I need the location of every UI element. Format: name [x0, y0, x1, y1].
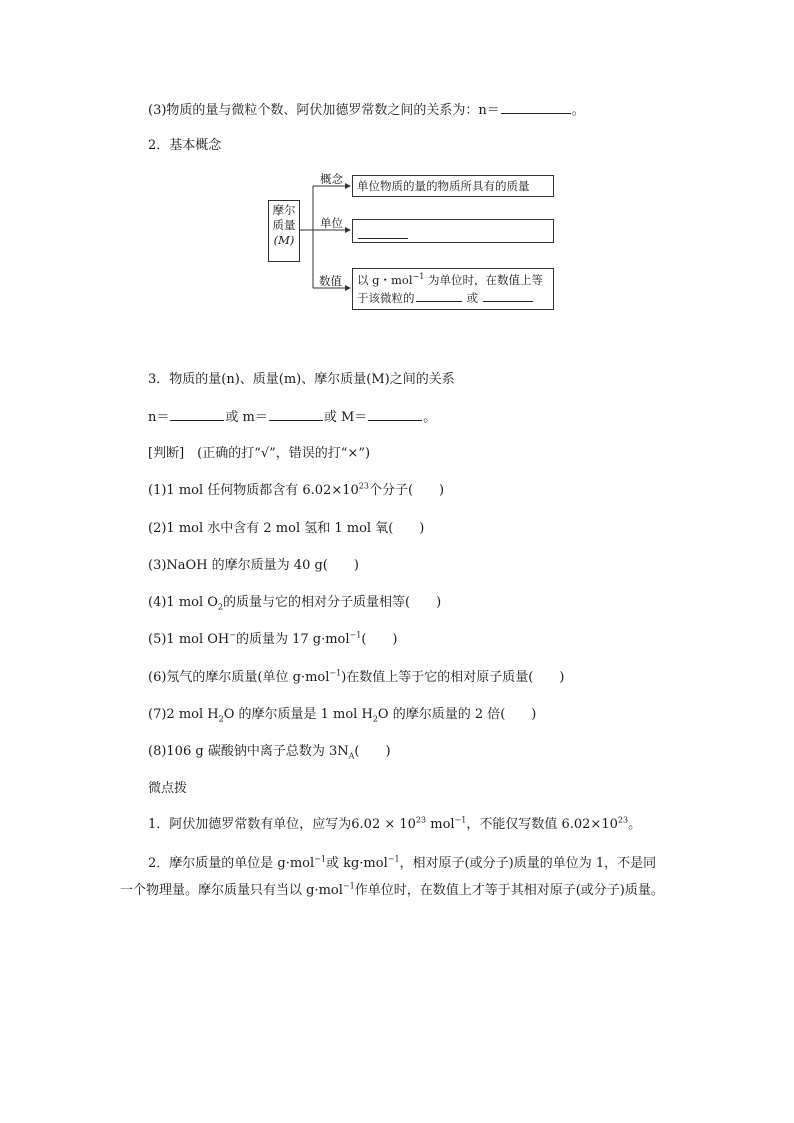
- tips-p1-mid2: ，不能仅写数值 6.02×10: [466, 817, 618, 832]
- judge-item-6-pre: (6)氖气的摩尔质量(单位 g·mol: [148, 670, 330, 685]
- tips-p1-sup3: 23: [617, 815, 629, 825]
- formula-blank-m[interactable]: [269, 408, 323, 421]
- intro-item-3: [148, 101, 585, 120]
- value-line-1-sup: −1: [412, 272, 425, 282]
- judge-item-7-mid: O 的摩尔质量是 1 mol H: [223, 707, 373, 722]
- intro-item-3-text: (3)物质的量与微粒个数、阿伏加德罗常数之间的关系为：n＝: [148, 103, 500, 118]
- formula-n: n＝: [148, 410, 170, 425]
- tips-p2-b: 或 kg·mol: [325, 856, 388, 871]
- branch-unit-label: 单位: [320, 216, 343, 230]
- section-2-heading: 2．基本概念: [148, 138, 222, 153]
- judge-item-7-sub2: 2: [372, 714, 378, 724]
- molar-mass-label-3: (M): [273, 233, 295, 247]
- branch-concept-label: 概念: [320, 172, 343, 186]
- value-box: [352, 268, 554, 310]
- tips-p1-sup: 23: [415, 815, 427, 825]
- judge-item-5-post: ( ): [361, 632, 398, 647]
- tips-p1-pre: 1．阿伏加德罗常数有单位，应写为6.02 × 10: [148, 817, 416, 832]
- branch-value-label: 数值: [319, 274, 342, 288]
- judge-item-5-sup: −: [229, 630, 236, 640]
- judge-item-6-post: )在数值上等于它的相对原子质量( ): [341, 670, 565, 685]
- tips-p2-d: 作单位时，在数值上才等于其相对原子(或分子)质量。: [354, 883, 664, 898]
- judge-item-5: [148, 631, 398, 649]
- judge-item-3: (3)NaOH 的摩尔质量为 40 g( ): [148, 558, 359, 573]
- formula-or-M: 或 M＝: [323, 410, 368, 425]
- tips-p2-a: 2．摩尔质量的单位是 g·mol: [148, 856, 315, 871]
- judge-item-2: (2)1 mol 水中含有 2 mol 氢和 1 mol 氧( ): [148, 521, 425, 536]
- tips-p2-c: ，相对原子(或分子)质量的单位为 1，不是同一个物理量。摩尔质量只有当以 g·mol: [120, 856, 657, 898]
- judge-item-7-pre: (7)2 mol H: [148, 707, 219, 722]
- intro-item-3-end: 。: [571, 103, 585, 118]
- value-line-1: [357, 271, 553, 289]
- judge-item-1: [148, 482, 444, 500]
- value-line-2: [357, 289, 553, 307]
- section-3-formula: [148, 408, 436, 427]
- judge-item-5-mid: 的质量为 17 g·mol: [235, 632, 350, 647]
- judge-item-4-post: 的质量与它的相对分子质量相等( ): [223, 595, 442, 610]
- tips-p1-mid: mol: [426, 817, 455, 832]
- judge-item-7-post: O 的摩尔质量的 2 倍( ): [377, 707, 537, 722]
- formula-or-m: 或 m＝: [225, 410, 268, 425]
- judge-item-6-sup: −1: [329, 668, 342, 678]
- judge-item-8: [148, 743, 391, 761]
- value-line-2-prefix: 于该微粒的: [357, 291, 415, 305]
- formula-blank-M[interactable]: [368, 408, 422, 421]
- judge-item-7: [148, 706, 536, 724]
- section-3-heading: 3．物质的量(n)、质量(m)、摩尔质量(M)之间的关系: [148, 372, 455, 387]
- tips-p1-post: 。: [628, 817, 642, 832]
- judge-item-7-sub: 2: [218, 714, 224, 724]
- tips-p2-sup3: −1: [342, 881, 355, 891]
- judge-item-1-pre: (1)1 mol 任何物质都含有 6.02×10: [148, 483, 359, 498]
- judge-item-4-pre: (4)1 mol O: [148, 595, 218, 610]
- unit-answer-blank[interactable]: [358, 226, 408, 239]
- value-line-1-prefix: 以 g・mol: [357, 273, 413, 287]
- formula-end: 。: [423, 410, 437, 425]
- judge-item-8-post: ( ): [354, 744, 391, 759]
- tips-p2-sup1: −1: [314, 854, 326, 864]
- tips-paragraph-2: [120, 850, 668, 904]
- tips-p1-sup2: −1: [454, 815, 467, 825]
- judge-item-4-sub: 2: [217, 602, 224, 612]
- molar-mass-label-1: 摩尔: [272, 203, 296, 217]
- molar-mass-label-2: 质量: [272, 218, 296, 232]
- unit-box: [352, 219, 554, 243]
- concept-text: 单位物质的量的物质所具有的质量: [357, 179, 530, 193]
- molar-mass-box: [268, 200, 300, 262]
- value-blank-2[interactable]: [483, 289, 533, 302]
- tips-paragraph-1: [120, 811, 668, 838]
- judge-heading: [判断] (正确的打“√”，错误的打“×”): [148, 446, 371, 461]
- value-line-2-or: 或: [466, 291, 478, 305]
- answer-blank[interactable]: [501, 101, 571, 114]
- tips-p2-sup2: −1: [387, 854, 400, 864]
- judge-item-4: [148, 594, 441, 612]
- value-line-1-suffix: 为单位时，在数值上等: [424, 273, 543, 287]
- formula-blank-n[interactable]: [170, 408, 224, 421]
- judge-item-1-sup: 23: [358, 481, 369, 491]
- concept-box: [352, 175, 554, 197]
- tips-heading: 微点拨: [148, 781, 188, 796]
- judge-item-6: [148, 669, 564, 687]
- judge-item-1-post: 个分子( ): [368, 483, 445, 498]
- judge-item-8-pre: (8)106 g 碳酸钠中离子总数为 3N: [148, 744, 349, 759]
- judge-item-5-sup2: −1: [349, 630, 362, 640]
- judge-item-5-pre: (5)1 mol OH: [148, 632, 230, 647]
- value-blank-1[interactable]: [416, 289, 462, 302]
- judge-item-8-sub: A: [348, 751, 355, 761]
